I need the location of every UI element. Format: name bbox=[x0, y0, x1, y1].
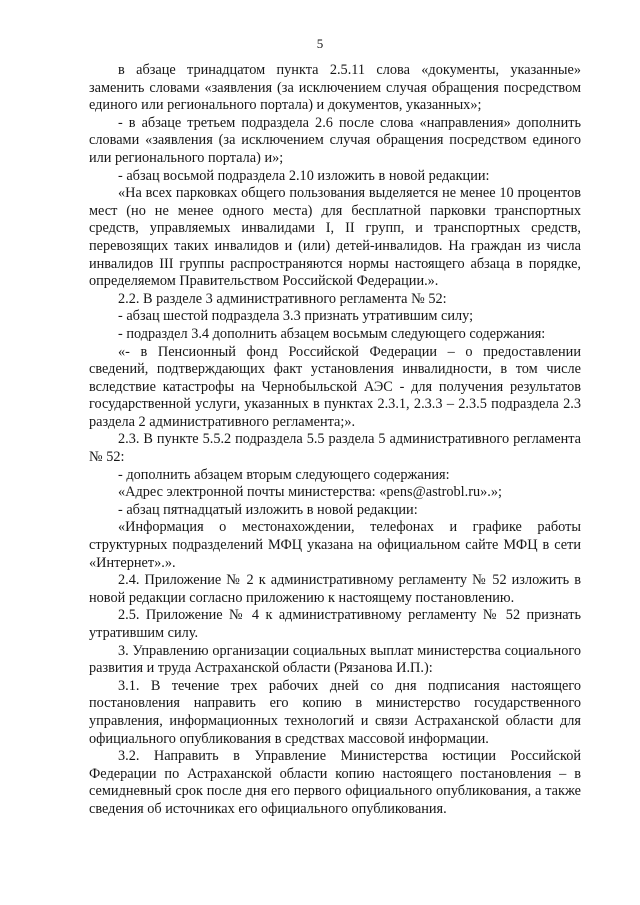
paragraph: 2.5. Приложение № 4 к административному регламенту № 52 признать утратившим силу. bbox=[89, 607, 581, 641]
paragraph: 3.2. Направить в Управление Министерства юстиции Российской Федерации по Астраханской области копию настоящего постановления – в семидневный срок после дня его первого официального опубликования, а также сведения об источниках его официального опубликования. bbox=[89, 748, 581, 817]
paragraph: - абзац шестой подраздела 3.3 признать утратившим силу; bbox=[118, 308, 474, 325]
paragraph: - абзац пятнадцатый изложить в новой редакции: bbox=[118, 501, 418, 518]
paragraph: - дополнить абзацем вторым следующего содержания: bbox=[118, 466, 450, 483]
paragraph: в абзаце тринадцатом пункта 2.5.11 слова «документы, указанные» заменить словами «заявления (за исключением случая обращения посредством единого или регионального портала) и документов, указанных»; bbox=[89, 62, 581, 114]
paragraph: - подраздел 3.4 дополнить абзацем восьмым следующего содержания: bbox=[118, 325, 546, 342]
paragraph: «- в Пенсионный фонд Российской Федерации – о предоставлении сведений, подтверждающих факт установления инвалидности, в том числе вследствие катастрофы на Чернобыльской АЭС - для получения результатов государственной услуги, указанных в пунктах 2.3.1, 2.3.3 – 2.3.5 подраздела 2.3 раздела 2 административного регламента;». bbox=[89, 343, 581, 430]
document-body bbox=[89, 62, 581, 819]
paragraph: «На всех парковках общего пользования выделяется не менее 10 процентов мест (но не менее одного места) для бесплатной парковки транспортных средств, управляемых инвалидами I, II групп, и транспортных средств, перевозящих таких инвалидов и (или) детей-инвалидов. На граждан из числа инвалидов III группы распространяются нормы настоящего абзаца в порядке, определяемом Правительством Российской Федерации.». bbox=[89, 185, 581, 290]
paragraph: 3. Управлению организации социальных выплат министерства социального развития и труда Астраханской области (Рязанова И.П.): bbox=[89, 642, 581, 677]
page-number: 5 bbox=[316, 36, 324, 51]
paragraph: 2.3. В пункте 5.5.2 подраздела 5.5 раздела 5 административного регламента № 52: bbox=[89, 431, 581, 466]
paragraph: 2.4. Приложение № 2 к административному регламенту № 52 изложить в новой редакции согласно приложению к настоящему постановлению. bbox=[89, 572, 581, 606]
paragraph: 2.2. В разделе 3 административного регламента № 52: bbox=[118, 290, 447, 307]
paragraph: «Адрес электронной почты министерства: «pens@astrobl.ru».»; bbox=[118, 484, 502, 501]
paragraph: - абзац восьмой подраздела 2.10 изложить в новой редакции: bbox=[118, 167, 490, 184]
paragraph: - в абзаце третьем подраздела 2.6 после слова «направления» дополнить словами «заявления (за исключением случая обращения посредством единого или регионального портала) и»; bbox=[89, 114, 581, 166]
paragraph: 3.1. В течение трех рабочих дней со дня подписания настоящего постановления направить его копию в министерство государственного управления, информационных технологий и связи Астраханской области для официального опубликования в средствах массовой информации. bbox=[89, 677, 581, 747]
paragraph: «Информация о местонахождении, телефонах и графике работы структурных подразделений МФЦ указана на официальном сайте МФЦ в сети «Интернет».». bbox=[89, 519, 581, 571]
